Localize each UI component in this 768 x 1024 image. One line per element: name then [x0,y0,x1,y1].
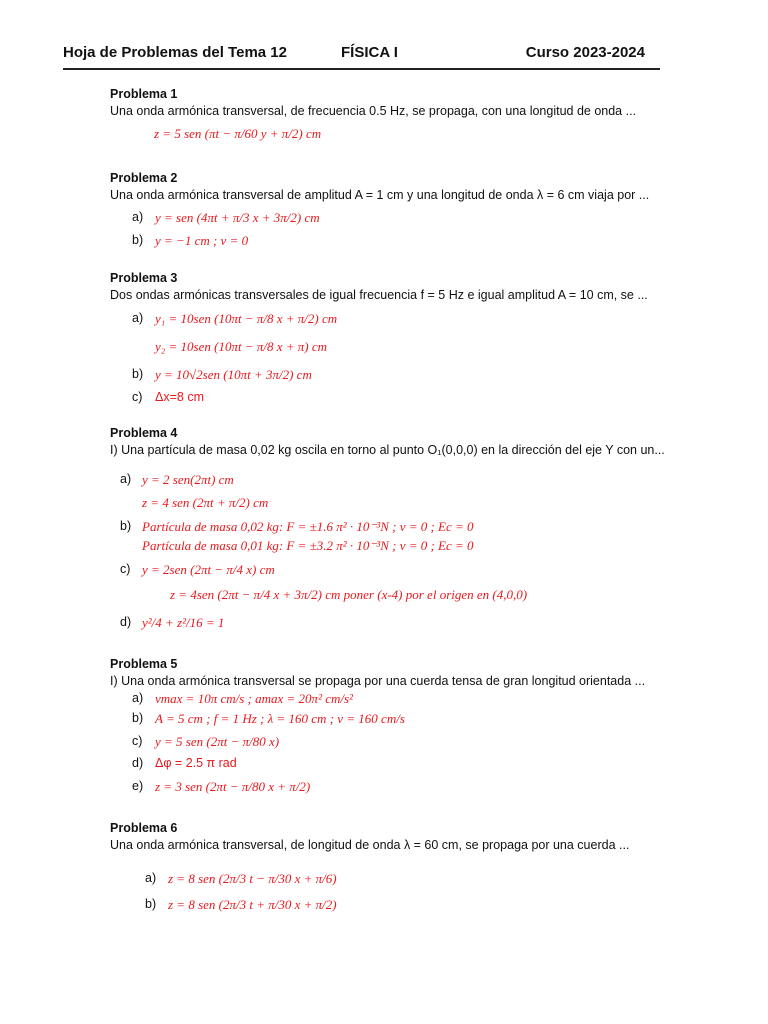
answer: Partícula de masa 0,01 kg: F = ±3.2 π² · 10⁻³N ; v = 0 ; Ec = 0 [142,538,474,553]
header-title: Hoja de Problemas del Tema 12 [63,44,287,61]
answer: y₁ = 10sen (10πt − π/8 x + π/2) cm [155,311,338,326]
answer: y = sen (4πt + π/3 x + 3π/2) cm [155,210,320,225]
answer-label: c) [120,562,131,576]
answer-label: c) [132,734,143,748]
problem-6 [110,820,710,912]
answer-label: a) [120,472,132,486]
problem-statement: Una onda armónica transversal, de longitud de onda λ = 60 cm, se propaga por una cuerda ... [110,838,630,852]
problem-4 [110,425,710,630]
answer: z = 3 sen (2πt − π/80 x + π/2) [155,779,311,794]
answer: vmax = 10π cm/s ; amax = 20π² cm/s² [155,691,353,706]
answer: y₂ = 10sen (10πt − π/8 x + π) cm [155,339,328,354]
answer: Partícula de masa 0,02 kg: F = ±1.6 π² · 10⁻³N ; v = 0 ; Ec = 0 [142,519,474,534]
answer: A = 5 cm ; f = 1 Hz ; λ = 160 cm ; v = 160 cm/s [155,711,405,726]
problem-statement: I) Una partícula de masa 0,02 kg oscila en torno al punto O₁(0,0,0) en la dirección del eje Y con un... [110,443,665,457]
answer: Δφ = 2.5 π rad [155,756,237,770]
answer: y = 10√2sen (10πt + 3π/2) cm [155,367,312,382]
problem-5 [110,656,710,794]
answer-label: c) [132,390,143,404]
answer: z = 4sen (2πt − π/4 x + 3π/2) cm poner (x-4) por el origen en (4,0,0) [170,587,528,602]
answer: y = 2sen (2πt − π/4 x) cm [142,562,275,577]
answer-label: b) [132,367,144,381]
answer: y = −1 cm ; v = 0 [155,233,249,248]
answer: y²/4 + z²/16 = 1 [142,615,225,630]
answer-label: a) [132,311,144,325]
problem-statement: Dos ondas armónicas transversales de igual frecuencia f = 5 Hz e igual amplitud A = 10 cm, se ... [110,288,648,302]
problem-title: Problema 3 [110,271,178,285]
answer: y = 2 sen(2πt) cm [142,472,234,487]
answer: z = 4 sen (2πt + π/2) cm [142,495,269,510]
problem-title: Problema 5 [110,657,178,671]
answer: z = 5 sen (πt − π/60 y + π/2) cm [154,126,322,141]
problem-3 [110,270,710,404]
problem-statement: Una onda armónica transversal de amplitud A = 1 cm y una longitud de onda λ = 6 cm viaja por ... [110,188,650,202]
problem-2 [110,170,710,248]
page-header [63,44,660,70]
problem-statement: I) Una onda armónica transversal se propaga por una cuerda tensa de gran longitud orientada ... [110,674,646,688]
answer-label: a) [132,210,144,224]
answer-label: b) [145,897,157,911]
problem-title: Problema 1 [110,87,178,101]
problem-1 [110,86,710,141]
answer-label: a) [145,871,157,885]
answer-label: a) [132,691,144,705]
header-course: Curso 2023-2024 [525,44,645,61]
answer-label: d) [120,615,132,629]
answer: Δx=8 cm [155,390,204,404]
answer-label: b) [132,233,144,247]
problem-statement: Una onda armónica transversal, de frecuencia 0.5 Hz, se propaga, con una longitud de onda ... [110,104,637,118]
answer-label: d) [132,756,144,770]
problem-title: Problema 2 [110,171,178,185]
problem-title: Problema 6 [110,821,178,835]
answer: z = 8 sen (2π/3 t − π/30 x + π/6) [168,871,337,886]
header-subject: FÍSICA I [341,44,398,61]
answer: z = 8 sen (2π/3 t + π/30 x + π/2) [168,897,337,912]
answer-label: e) [132,779,144,793]
answer-label: b) [120,519,132,533]
answer: y = 5 sen (2πt − π/80 x) [155,734,280,749]
problem-title: Problema 4 [110,426,178,440]
answer-label: b) [132,711,144,725]
